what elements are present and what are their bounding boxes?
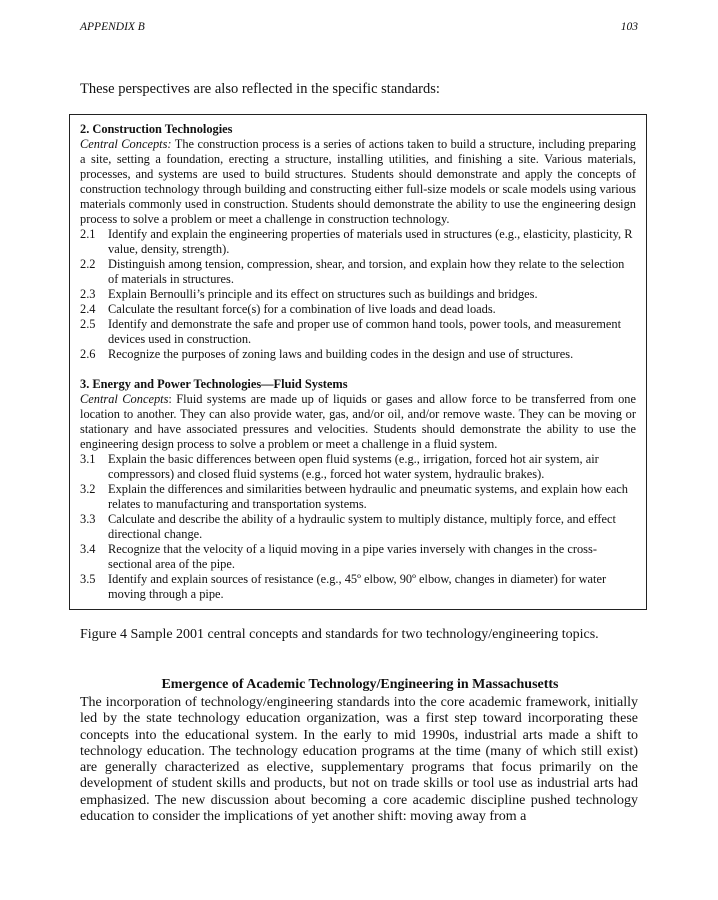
central-concepts-label: Central Concepts bbox=[80, 392, 169, 406]
running-header bbox=[80, 21, 638, 37]
section-construction bbox=[80, 122, 636, 362]
section-heading: Emergence of Academic Technology/Engineering in Massachusetts bbox=[161, 677, 559, 692]
standard-number: 2.6 bbox=[80, 347, 96, 361]
standard-number: 3.5 bbox=[80, 572, 96, 586]
standard-item bbox=[80, 572, 636, 602]
standard-number: 2.5 bbox=[80, 317, 96, 331]
standard-text: Explain the basic differences between open fluid systems (e.g., irrigation, forced hot air system, air compressors) and closed fluid systems (e.g., forced hot water system, hydraulic brakes). bbox=[108, 452, 599, 481]
central-concepts-text: The construction process is a series of actions taken to build a structure, including preparing a site, setting a foundation, erecting a structure, installing utilities, and finishing a site. Various materials, processes, and systems are used to build structures. Students should demonstrate and apply the concepts of construction technology through building and constructing either full-size models or scale models using various materials commonly used in construction. Students should demonstrate the ability to use the engineering design process to solve a problem or meet a challenge in construction technology. bbox=[80, 137, 637, 226]
standard-text: Distinguish among tension, compression, shear, and torsion, and explain how they relate to the selection of materials in structures. bbox=[108, 257, 625, 286]
standard-item bbox=[80, 317, 636, 347]
standard-text: Explain the differences and similarities between hydraulic and pneumatic systems, and explain how each relates to manufacturing and transportation systems. bbox=[108, 482, 629, 511]
standard-text: Calculate the resultant force(s) for a combination of live loads and dead loads. bbox=[108, 302, 496, 316]
standard-text: Recognize the purposes of zoning laws and building codes in the design and use of structures. bbox=[108, 347, 574, 361]
standard-number: 3.4 bbox=[80, 542, 96, 556]
central-concepts-label: Central Concepts: bbox=[80, 137, 172, 151]
central-concepts-text: : Fluid systems are made up of liquids or gases and allow force to be transferred from one location to another. They can also provide water, gas, and/or oil, and/or remove waste. They can be moving or stationary and have associated pressures and velocities. Students should demonstrate the ability to use the engineering design process to solve a problem or meet a challenge in a fluid system. bbox=[80, 392, 636, 451]
standard-item bbox=[80, 542, 636, 572]
standard-item bbox=[80, 512, 636, 542]
standard-text: Recognize that the velocity of a liquid moving in a pipe varies inversely with changes in the cross-sectional area of the pipe. bbox=[108, 542, 597, 571]
section-fluid-systems bbox=[80, 377, 636, 602]
standard-text: Identify and explain sources of resistance (e.g., 45º elbow, 90º elbow, changes in diameter) for water moving through a pipe. bbox=[108, 572, 607, 601]
appendix-label: APPENDIX B bbox=[80, 21, 145, 33]
standard-item bbox=[80, 257, 636, 287]
body-paragraph: The incorporation of technology/engineering standards into the core academic framework, initially led by the state technology education organization, was a first step toward incorporating these concepts into the educational system. In the early to mid 1990s, industrial arts made a shift to technology education. The technology education programs at the time (many of which still exist) are generally characterized as elective, supplementary programs that focus primarily on the development of student skills and products, but not on trade skills or tool use as industrial arts had emphasized. The new discussion about becoming a core academic discipline pushed technology education to consider the implications of yet another shift: moving away from a bbox=[80, 695, 638, 825]
standard-item bbox=[80, 227, 636, 257]
standard-number: 2.1 bbox=[80, 227, 96, 241]
section-title: 2. Construction Technologies bbox=[80, 122, 233, 136]
standard-item bbox=[80, 302, 636, 317]
standard-number: 3.2 bbox=[80, 482, 96, 496]
standard-number: 2.2 bbox=[80, 257, 96, 271]
standard-number: 2.4 bbox=[80, 302, 96, 316]
standard-text: Identify and demonstrate the safe and proper use of common hand tools, power tools, and measurement devices used in construction. bbox=[108, 317, 622, 346]
central-concepts bbox=[80, 137, 636, 227]
standard-text: Calculate and describe the ability of a hydraulic system to multiply distance, multiply force, and effect directional change. bbox=[108, 512, 616, 541]
page-number: 103 bbox=[620, 21, 638, 33]
standard-item bbox=[80, 347, 636, 362]
standard-item bbox=[80, 452, 636, 482]
standard-item bbox=[80, 287, 636, 302]
standard-item bbox=[80, 482, 636, 512]
standard-text: Identify and explain the engineering properties of materials used in structures (e.g., elasticity, plasticity, R value, density, strength). bbox=[108, 227, 633, 256]
standard-number: 2.3 bbox=[80, 287, 96, 301]
figure-caption: Figure 4 Sample 2001 central concepts and standards for two technology/engineering topics. bbox=[80, 627, 599, 642]
intro-sentence: These perspectives are also reflected in the specific standards: bbox=[80, 81, 440, 97]
standards-figure-box bbox=[69, 114, 647, 610]
standard-number: 3.3 bbox=[80, 512, 96, 526]
standard-text: Explain Bernoulli’s principle and its effect on structures such as buildings and bridges. bbox=[108, 287, 538, 301]
central-concepts bbox=[80, 392, 636, 452]
standard-number: 3.1 bbox=[80, 452, 96, 466]
section-title: 3. Energy and Power Technologies—Fluid Systems bbox=[80, 377, 348, 391]
